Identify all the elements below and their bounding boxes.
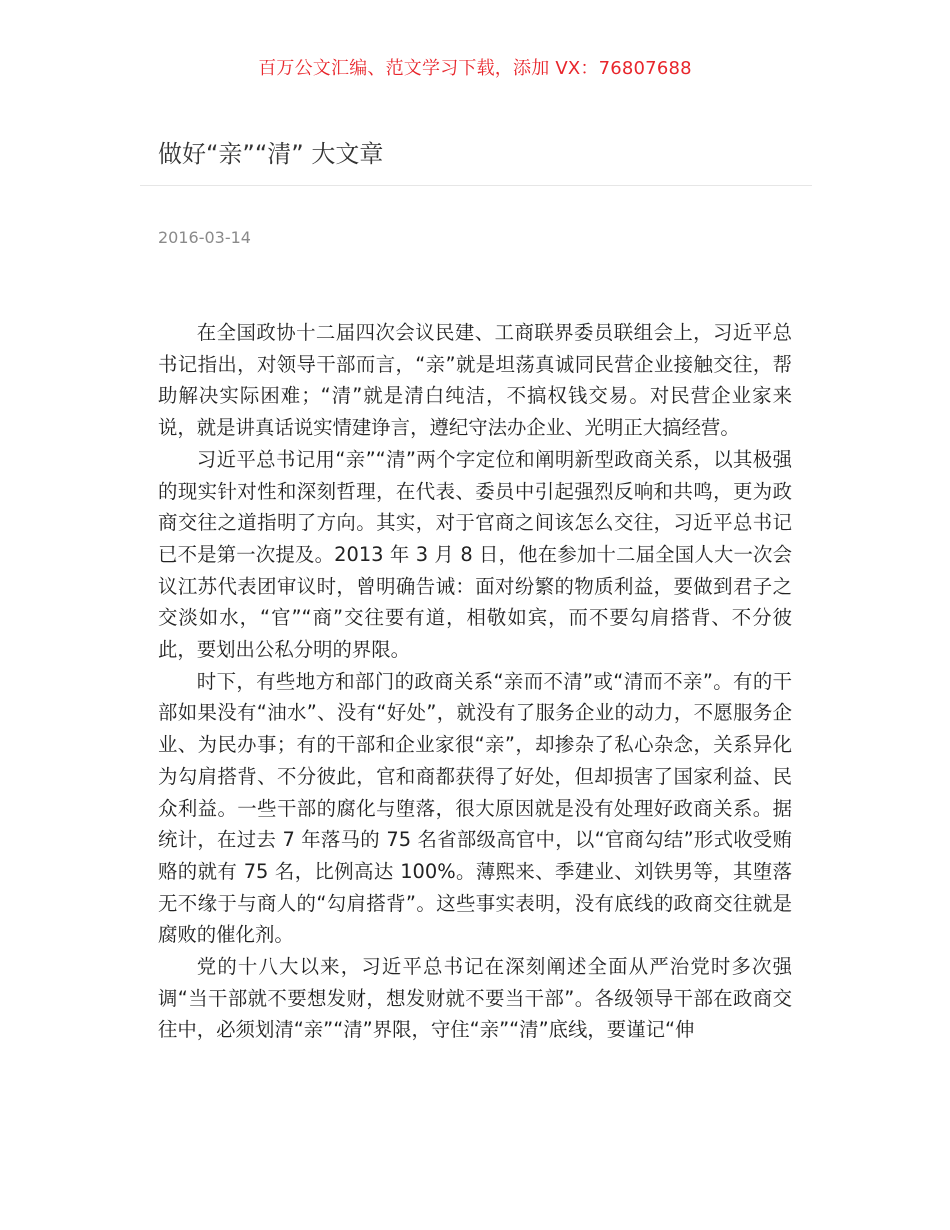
publish-date: 2016-03-14 (158, 228, 251, 247)
watermark-banner: 百万公文汇编、范文学习下载，添加 VX：76807688 (258, 58, 692, 79)
paragraph: 时下，有些地方和部门的政商关系“亲而不清”或“清而不亲”。有的干部如果没有“油水”、没有“好处”，就没有了服务企业的动力，不愿服务企业、为民办事；有的干部和企业家很“亲”，却掺杂了私心杂念，关系异化为勾肩搭背、不分彼此，官和商都获得了好处，但却损害了国家利益、民众利益。一些干部的腐化与堕落，很大原因就是没有处理好政商关系。据统计，在过去 7 年落马的 75 名省部级高官中，以“官商勾结”形式收受贿赂的就有 75 名，比例高达 100%。薄熙来、季建业、刘铁男等，其堕落无不缘于与商人的“勾肩搭背”。这些事实表明，没有底线的政商交往就是腐败的催化剂。 (158, 669, 792, 947)
article-body (158, 317, 792, 1046)
article-title: 做好“亲”“清” 大文章 (158, 140, 384, 168)
paragraph: 习近平总书记用“亲”“清”两个字定位和阐明新型政商关系，以其极强的现实针对性和深刻哲理，在代表、委员中引起强烈反响和共鸣，更为政商交往之道指明了方向。其实，对于官商之间该怎么交往，习近平总书记已不是第一次提及。2013 年 3 月 8 日，他在参加十二届全国人大一次会议江苏代表团审议时，曾明确告诫：面对纷繁的物质利益，要做到君子之交淡如水，“官”“商”交往要有道，相敬如宾，而不要勾肩搭背、不分彼此，要划出公私分明的界限。 (158, 447, 792, 662)
title-divider (140, 185, 812, 186)
paragraph: 在全国政协十二届四次会议民建、工商联界委员联组会上，习近平总书记指出，对领导干部而言，“亲”就是坦荡真诚同民营企业接触交往，帮助解决实际困难；“清”就是清白纯洁，不搞权钱交易。对民营企业家来说，就是讲真话说实情建诤言，遵纪守法办企业、光明正大搞经营。 (158, 321, 792, 440)
paragraph: 党的十八大以来，习近平总书记在深刻阐述全面从严治党时多次强调“当干部就不要想发财，想发财就不要当干部”。各级领导干部在政商交往中，必须划清“亲”“清”界限，守住“亲”“清”底线，要谨记“伸 (158, 955, 792, 1042)
